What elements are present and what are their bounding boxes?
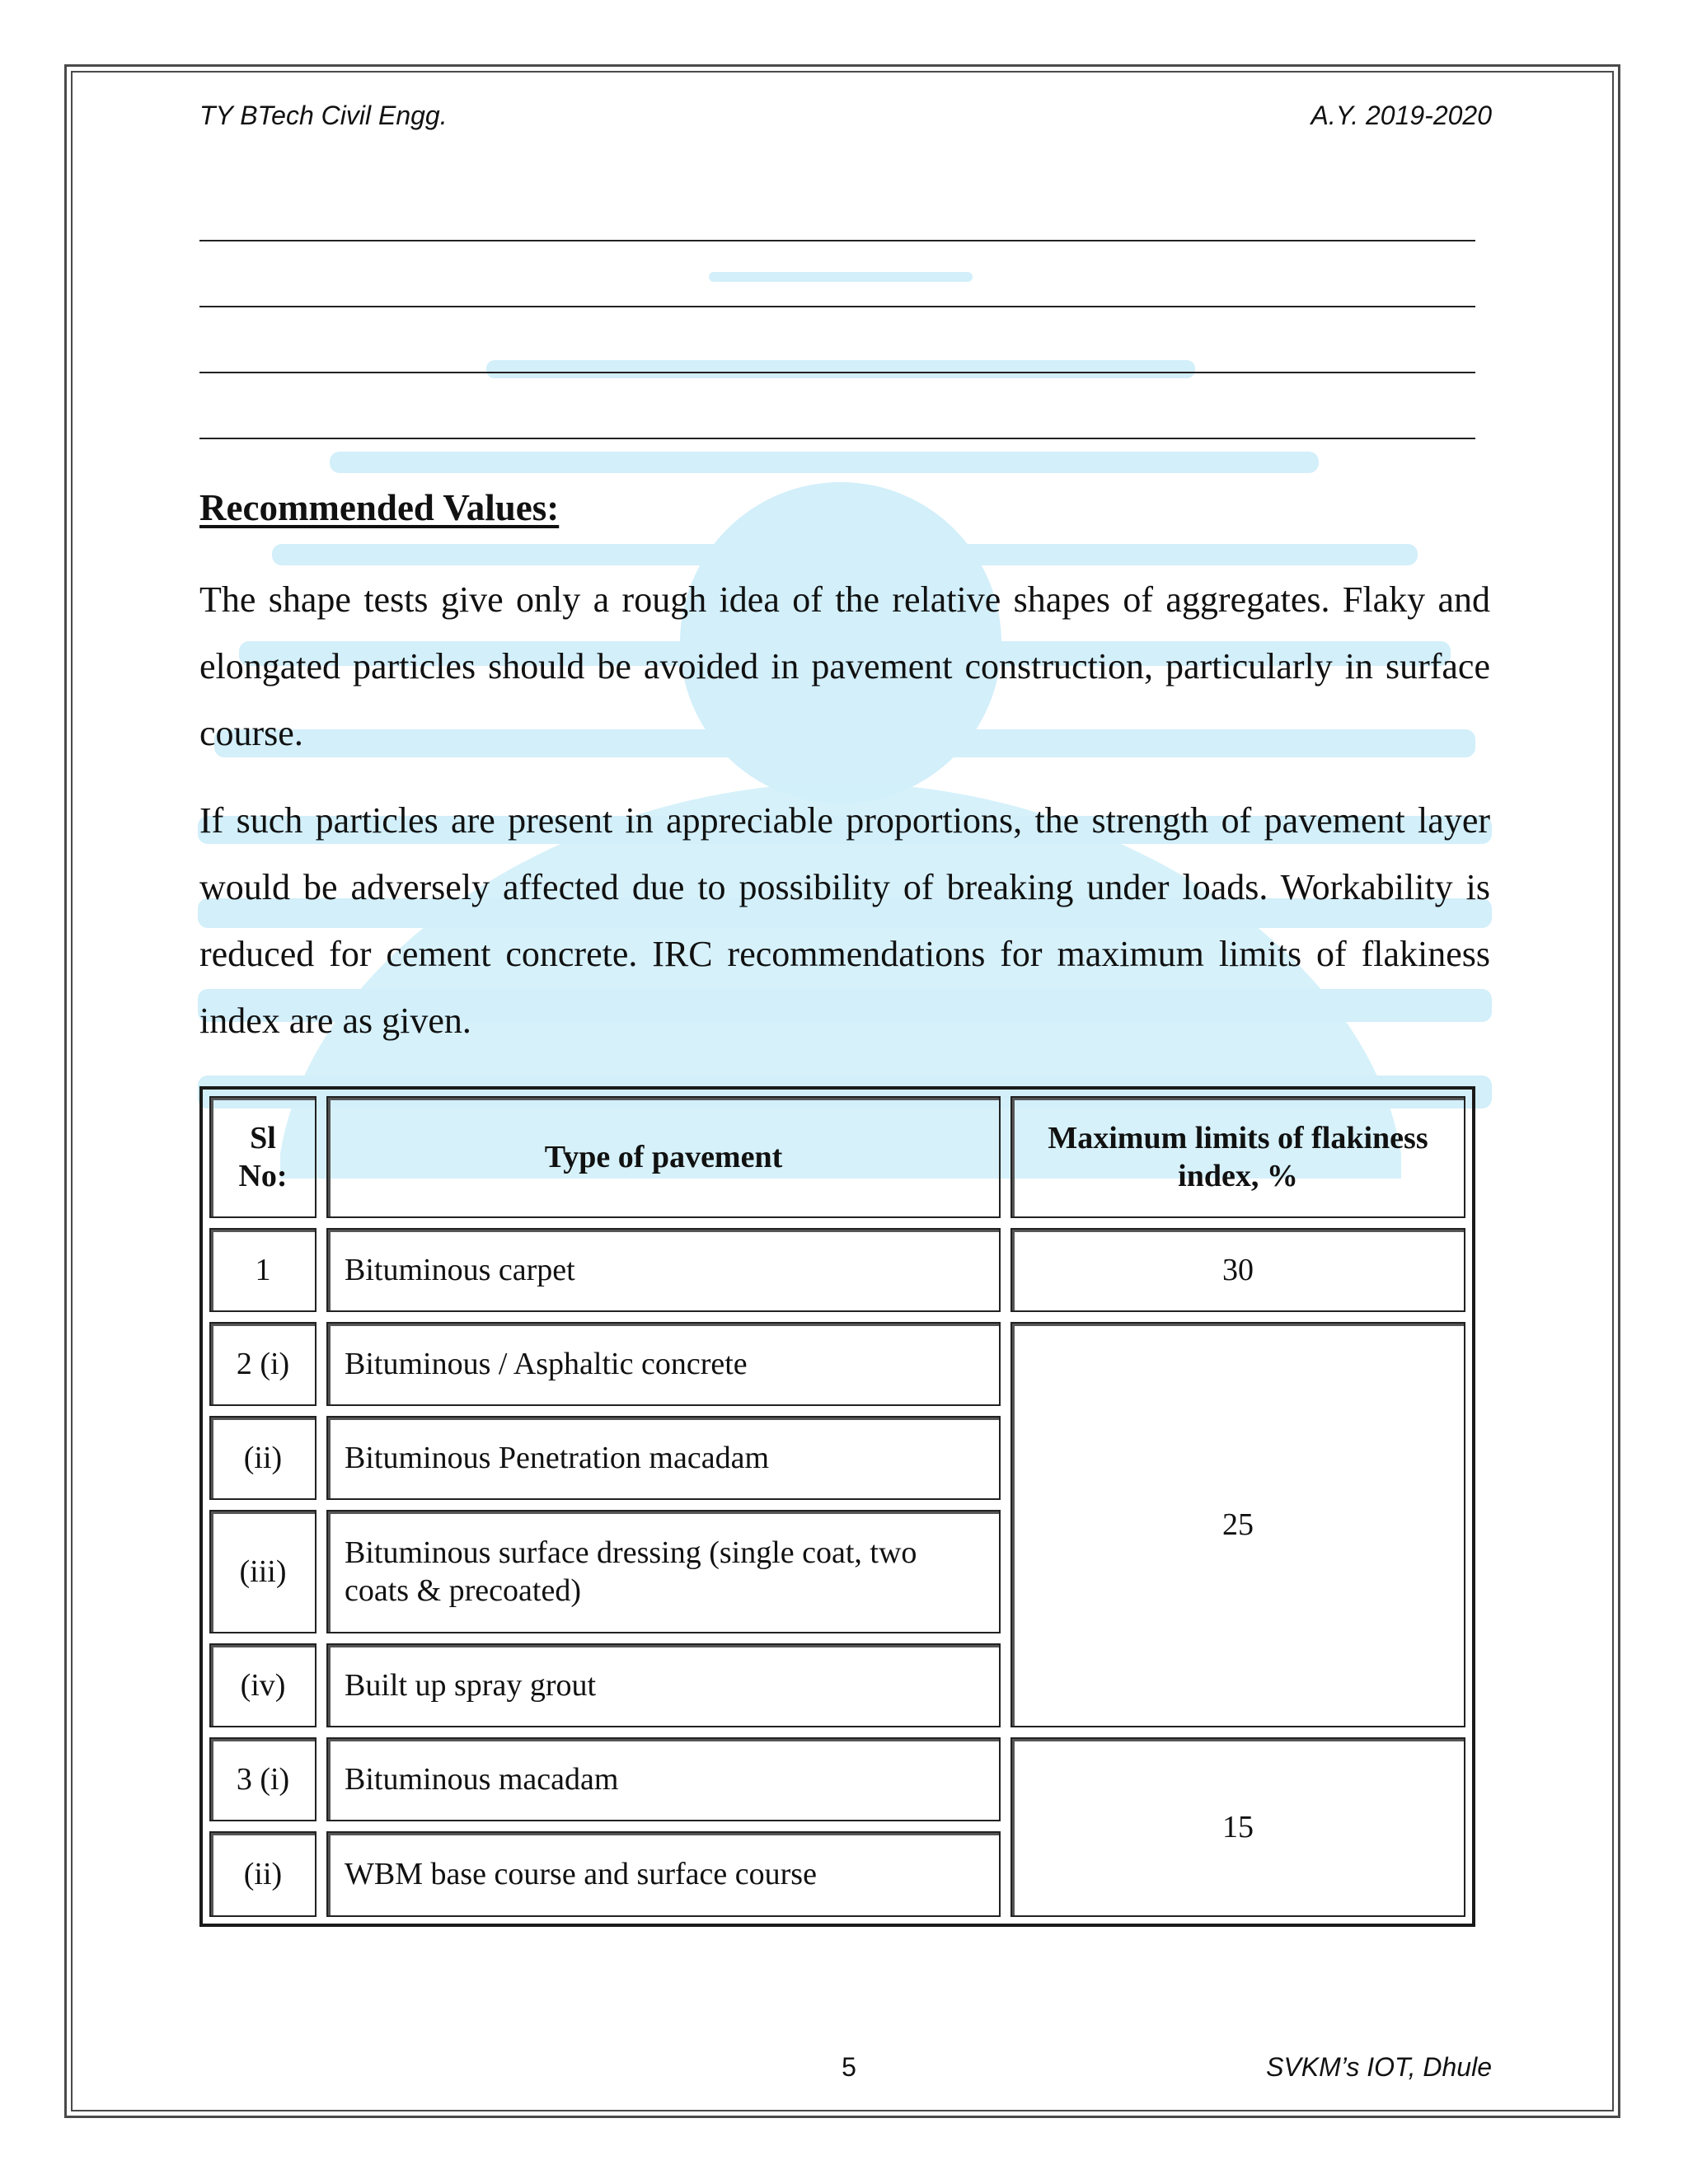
answer-line bbox=[199, 372, 1475, 373]
table-row-type: Bituminous / Asphaltic concrete bbox=[326, 1322, 1001, 1406]
table-header-type: Type of pavement bbox=[326, 1096, 1001, 1218]
page-number: 5 bbox=[842, 2052, 856, 2082]
table-row-sl: (ii) bbox=[209, 1831, 316, 1917]
paragraph: If such particles are present in appreciable proportions, the strength of pavement layer would be adversely affected due to possibility of breaking under loads. Workability is reduced for cement concrete. IRC recommendations for maximum limits of flakiness index are as given. bbox=[199, 800, 1490, 1041]
header-academic-year: A.Y. 2019-2020 bbox=[1311, 101, 1492, 130]
table-header-sl bbox=[209, 1096, 316, 1218]
table-row-sl: 1 bbox=[209, 1228, 316, 1312]
header-course: TY BTech Civil Engg. bbox=[199, 101, 448, 130]
answer-line bbox=[199, 438, 1475, 439]
table-row-sl: 3 (i) bbox=[209, 1737, 316, 1821]
table-row-sl: (iii) bbox=[209, 1510, 316, 1633]
table-row-limit: 30 bbox=[1010, 1228, 1465, 1312]
footer-institute: SVKM’s IOT, Dhule bbox=[1266, 2052, 1492, 2082]
table-row-sl: (ii) bbox=[209, 1416, 316, 1500]
header-limit-line2: index, % bbox=[1178, 1159, 1298, 1193]
table-row-type: Bituminous carpet bbox=[326, 1228, 1001, 1312]
header-sl-line1: Sl bbox=[250, 1121, 276, 1155]
table-row-sl: (iv) bbox=[209, 1643, 316, 1727]
table-header-limit bbox=[1010, 1096, 1465, 1218]
table-row-type: Bituminous macadam bbox=[326, 1737, 1001, 1821]
table-row-type: Built up spray grout bbox=[326, 1643, 1001, 1727]
table-row-limit: 15 bbox=[1010, 1737, 1465, 1917]
answer-line bbox=[199, 306, 1475, 307]
header-sl-line2: No: bbox=[238, 1159, 288, 1193]
answer-line bbox=[199, 240, 1475, 241]
table-row-type: WBM base course and surface course bbox=[326, 1831, 1001, 1917]
section-title: Recommended Values: bbox=[199, 487, 560, 528]
table-row-sl: 2 (i) bbox=[209, 1322, 316, 1406]
table-row-type: Bituminous Penetration macadam bbox=[326, 1416, 1001, 1500]
paragraph: The shape tests give only a rough idea of the relative shapes of aggregates. Flaky and elongated particles should be avoided in pavement construction, particularly in surface course. bbox=[199, 579, 1490, 753]
header-limit-line1: Maximum limits of flakiness bbox=[1048, 1121, 1428, 1155]
table-row-type: Bituminous surface dressing (single coat, two coats & precoated) bbox=[326, 1510, 1001, 1633]
table-row-limit: 25 bbox=[1010, 1322, 1465, 1727]
